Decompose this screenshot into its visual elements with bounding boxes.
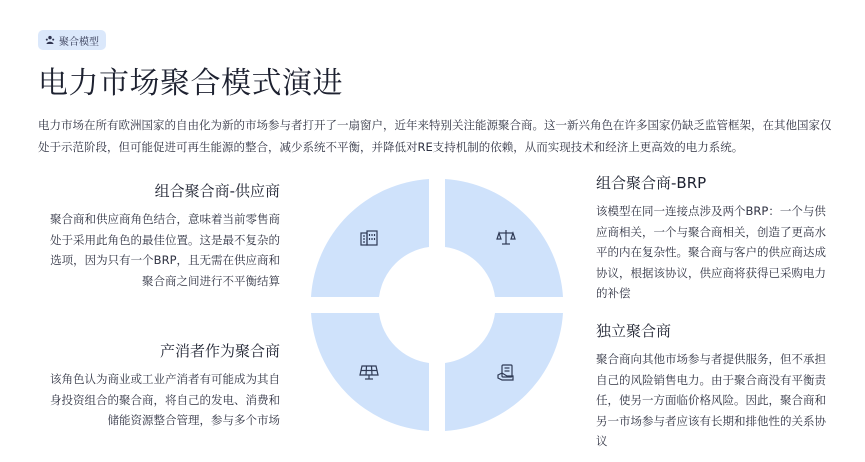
users-icon: [45, 35, 55, 45]
block-prosumer-text: 该角色认为商业或工业产消者有可能成为其自身投资组合的聚合商，将自己的发电、消费和储能资源整合管理，参与多个市场: [50, 372, 280, 427]
block-prosumer: [40, 340, 280, 431]
page-title: 电力市场聚合模式演进: [38, 66, 343, 101]
block-supplier-title: 组合聚合商-供应商: [154, 182, 280, 200]
block-supplier: [40, 180, 280, 291]
category-tag: [38, 30, 106, 50]
block-brp-text: 该模型在同一连接点涉及两个BRP：一个与供应商相关，一个与聚合商相关，创造了更高水平的内在复杂性。聚合商与客户的供应商达成协议，根据该协议，供应商将获得已采购电力的补偿: [596, 204, 826, 300]
quadrant-diagram: [298, 166, 576, 444]
block-supplier-text: 聚合商和供应商角色结合，意味着当前零售商处于采用此角色的最佳位置。这是最不复杂的选项，因为只有一个BRP，且无需在供应商和聚合商之间进行不平衡结算: [50, 212, 280, 288]
block-brp-title: 组合聚合商-BRP: [596, 174, 707, 192]
block-independent-text: 聚合商向其他市场参与者提供服务，但不承担自己的风险销售电力。由于聚合商没有平衡责任，使另一方面临价格风险。因此，聚合商和另一市场参与者应该有长期和排他性的关系协议: [596, 352, 826, 448]
block-independent: [596, 320, 836, 452]
block-brp: [596, 172, 836, 304]
block-independent-title: 独立聚合商: [596, 322, 672, 340]
block-prosumer-title: 产消者作为聚合商: [159, 342, 280, 360]
intro-paragraph: 电力市场在所有欧洲国家的自由化为新的市场参与者打开了一扇窗户，近年来特别关注能源聚合商。这一新兴角色在许多国家仍缺乏监管框架，在其他国家仅处于示范阶段，但可能促进可再生能源的整合，减少系统不平衡，并降低对RE支持机制的依赖，从而实现技术和经济上更高效的电力系统。: [38, 118, 832, 154]
quadrant-brp: [445, 179, 563, 297]
quadrant-prosumer: [311, 313, 429, 431]
tag-label: 聚合模型: [59, 36, 99, 48]
quadrant-independent: [445, 313, 563, 431]
